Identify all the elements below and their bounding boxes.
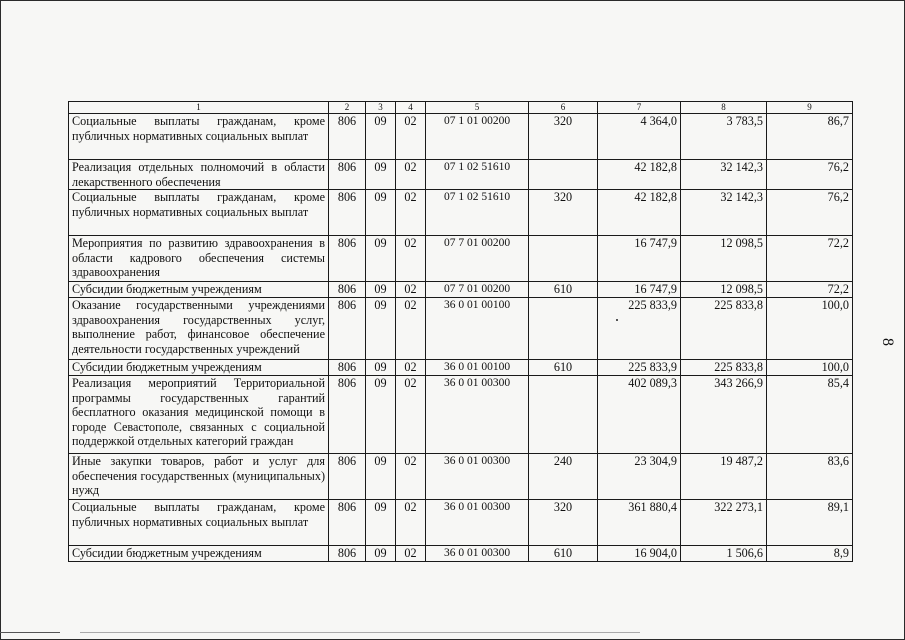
column-number-6: 6 (529, 102, 598, 114)
cell-ministry-code: 806 (329, 360, 366, 376)
cell-planned: 42 182,8 (598, 190, 681, 236)
cell-name: Социальные выплаты гражданам, кроме публичных нормативных социальных выплат (69, 190, 329, 236)
cell-expense-type (529, 298, 598, 360)
cell-actual: 1 506,6 (681, 546, 767, 562)
cell-actual: 3 783,5 (681, 114, 767, 160)
cell-actual: 32 142,3 (681, 160, 767, 190)
cell-section: 09 (366, 236, 396, 282)
cell-section: 09 (366, 360, 396, 376)
cell-section: 09 (366, 546, 396, 562)
cell-actual: 12 098,5 (681, 236, 767, 282)
cell-actual: 12 098,5 (681, 282, 767, 298)
cell-actual: 19 487,2 (681, 454, 767, 500)
cell-subsection: 02 (396, 236, 426, 282)
cell-name: Мероприятия по развитию здравоохранения в области кадрового обеспечения системы здравоохранения (69, 236, 329, 282)
cell-section: 09 (366, 282, 396, 298)
table-row (69, 282, 853, 298)
cell-name: Субсидии бюджетным учреждениям (69, 546, 329, 562)
cell-actual: 225 833,8 (681, 298, 767, 360)
cell-target-article: 07 1 02 51610 (426, 160, 529, 190)
table-row (69, 454, 853, 500)
cell-expense-type: 240 (529, 454, 598, 500)
cell-subsection: 02 (396, 190, 426, 236)
cell-target-article: 36 0 01 00300 (426, 376, 529, 454)
column-number-9: 9 (767, 102, 853, 114)
cell-subsection: 02 (396, 376, 426, 454)
cell-planned: 361 880,4 (598, 500, 681, 546)
cell-name: Социальные выплаты гражданам, кроме публичных нормативных социальных выплат (69, 500, 329, 546)
cell-subsection: 02 (396, 114, 426, 160)
column-number-4: 4 (396, 102, 426, 114)
cell-section: 09 (366, 114, 396, 160)
cell-expense-type: 610 (529, 282, 598, 298)
cell-target-article: 36 0 01 00300 (426, 500, 529, 546)
cell-name: Социальные выплаты гражданам, кроме публичных нормативных социальных выплат (69, 114, 329, 160)
table-row (69, 298, 853, 360)
cell-expense-type: 610 (529, 546, 598, 562)
cell-percent: 72,2 (767, 282, 853, 298)
header-row (69, 102, 853, 114)
cell-expense-type: 610 (529, 360, 598, 376)
cell-percent: 100,0 (767, 360, 853, 376)
cell-expense-type (529, 236, 598, 282)
cell-ministry-code: 806 (329, 282, 366, 298)
cell-planned: 225 833,9 (598, 298, 681, 360)
cell-name: Субсидии бюджетным учреждениям (69, 360, 329, 376)
page-number: 8 (879, 338, 896, 346)
column-number-8: 8 (681, 102, 767, 114)
cell-ministry-code: 806 (329, 454, 366, 500)
cell-target-article: 07 1 02 51610 (426, 190, 529, 236)
table-row (69, 360, 853, 376)
cell-ministry-code: 806 (329, 160, 366, 190)
cell-subsection: 02 (396, 298, 426, 360)
cell-percent: 85,4 (767, 376, 853, 454)
cell-ministry-code: 806 (329, 190, 366, 236)
column-number-1: 1 (69, 102, 329, 114)
table-row (69, 160, 853, 190)
cell-section: 09 (366, 500, 396, 546)
cell-subsection: 02 (396, 546, 426, 562)
column-number-7: 7 (598, 102, 681, 114)
cell-expense-type: 320 (529, 114, 598, 160)
cell-expense-type (529, 160, 598, 190)
cell-ministry-code: 806 (329, 500, 366, 546)
cell-subsection: 02 (396, 500, 426, 546)
cell-section: 09 (366, 454, 396, 500)
cell-target-article: 36 0 01 00300 (426, 546, 529, 562)
cell-target-article: 36 0 01 00300 (426, 454, 529, 500)
cell-subsection: 02 (396, 160, 426, 190)
table-body (69, 114, 853, 562)
cell-expense-type: 320 (529, 190, 598, 236)
cell-target-article: 07 7 01 00200 (426, 282, 529, 298)
cell-percent: 86,7 (767, 114, 853, 160)
cell-ministry-code: 806 (329, 236, 366, 282)
column-number-2: 2 (329, 102, 366, 114)
column-number-3: 3 (366, 102, 396, 114)
cell-percent: 8,9 (767, 546, 853, 562)
cell-subsection: 02 (396, 282, 426, 298)
table-row (69, 114, 853, 160)
cell-planned: 4 364,0 (598, 114, 681, 160)
budget-table (68, 101, 853, 562)
cell-actual: 343 266,9 (681, 376, 767, 454)
cell-percent: 89,1 (767, 500, 853, 546)
cell-percent: 76,2 (767, 190, 853, 236)
cell-section: 09 (366, 298, 396, 360)
cell-target-article: 36 0 01 00100 (426, 360, 529, 376)
cell-target-article: 36 0 01 00100 (426, 298, 529, 360)
cell-name: Субсидии бюджетным учреждениям (69, 282, 329, 298)
cell-name: Реализация отдельных полномочий в области лекарственного обеспечения (69, 160, 329, 190)
cell-ministry-code: 806 (329, 546, 366, 562)
cell-actual: 225 833,8 (681, 360, 767, 376)
cell-section: 09 (366, 376, 396, 454)
cell-expense-type: 320 (529, 500, 598, 546)
cell-section: 09 (366, 160, 396, 190)
cell-name: Иные закупки товаров, работ и услуг для обеспечения государственных (муниципальных) нужд (69, 454, 329, 500)
cell-percent: 76,2 (767, 160, 853, 190)
cell-expense-type (529, 376, 598, 454)
cell-ministry-code: 806 (329, 298, 366, 360)
table-row (69, 190, 853, 236)
table-row (69, 236, 853, 282)
cell-percent: 100,0 (767, 298, 853, 360)
cell-name: Оказание государственными учреждениями здравоохранения государственных услуг, выполнение работ, финансовое обеспечение деятельности государственных учреждений (69, 298, 329, 360)
scan-edge-line (0, 632, 60, 633)
cell-actual: 32 142,3 (681, 190, 767, 236)
cell-target-article: 07 1 01 00200 (426, 114, 529, 160)
table-row (69, 376, 853, 454)
cell-planned: 23 304,9 (598, 454, 681, 500)
cell-ministry-code: 806 (329, 376, 366, 454)
cell-actual: 322 273,1 (681, 500, 767, 546)
table-row (69, 500, 853, 546)
cell-planned: 16 904,0 (598, 546, 681, 562)
cell-planned: 402 089,3 (598, 376, 681, 454)
cell-planned: 42 182,8 (598, 160, 681, 190)
scan-edge-line (80, 632, 640, 633)
cell-target-article: 07 7 01 00200 (426, 236, 529, 282)
cell-subsection: 02 (396, 360, 426, 376)
table-header (69, 102, 853, 114)
cell-planned: 225 833,9 (598, 360, 681, 376)
cell-section: 09 (366, 190, 396, 236)
cell-name: Реализация мероприятий Территориальной программы государственных гарантий бесплатного оказания медицинской помощи в городе Севастополе, связанных с социальной поддержкой отдельных категорий граждан (69, 376, 329, 454)
scan-speck (616, 319, 618, 321)
cell-percent: 83,6 (767, 454, 853, 500)
cell-percent: 72,2 (767, 236, 853, 282)
cell-ministry-code: 806 (329, 114, 366, 160)
column-number-5: 5 (426, 102, 529, 114)
cell-planned: 16 747,9 (598, 282, 681, 298)
cell-planned: 16 747,9 (598, 236, 681, 282)
table-row (69, 546, 853, 562)
cell-subsection: 02 (396, 454, 426, 500)
